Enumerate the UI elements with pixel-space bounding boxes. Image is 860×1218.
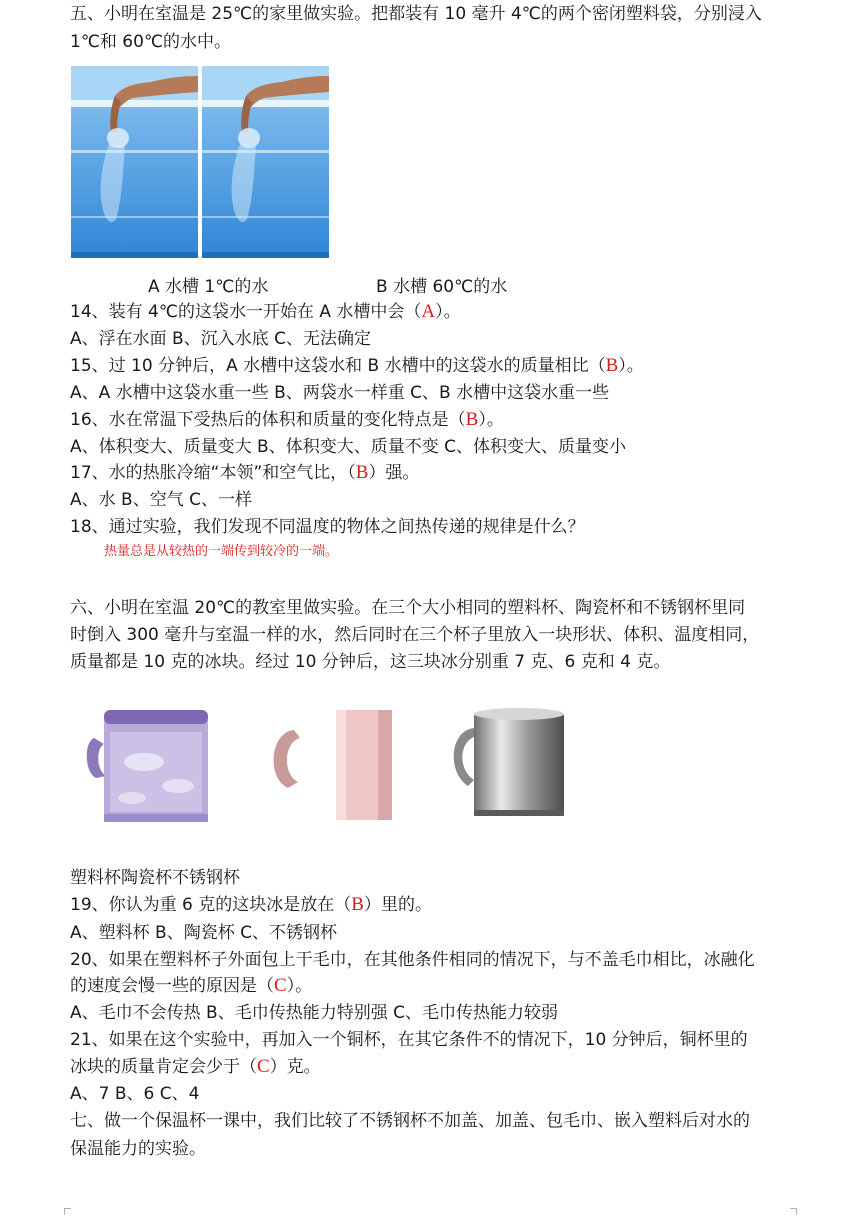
water-tank-photo-b	[202, 66, 329, 258]
section5-intro-line1: 五、小明在室温是 25℃的家里做实验。把都装有 10 毫升 4℃的两个密闭塑料袋，分别浸入	[70, 4, 762, 24]
question-20-text: 的速度会慢一些的原因是（	[70, 976, 274, 996]
question-20-line2	[70, 974, 312, 998]
question-21-answer: C	[257, 1056, 270, 1077]
question-16-options: A、体积变大、质量变大 B、体积变大、质量不变 C、体积变大、质量变小	[70, 437, 626, 457]
question-18-text: 18、通过实验，我们发现不同温度的物体之间热传递的规律是什么？	[70, 517, 585, 537]
question-21-text: 冰块的质量肯定会少于（	[70, 1057, 257, 1077]
plastic-cup-image	[86, 702, 212, 824]
question-21-line2	[70, 1055, 321, 1079]
question-15	[70, 354, 644, 378]
question-17-end: ）强。	[368, 463, 420, 483]
caption-tank-a: A 水槽 1℃的水	[148, 277, 269, 297]
section6-intro-line3: 质量都是 10 克的冰块。经过 10 分钟后，这三块冰分别重 7 克、6 克和 4 克。	[70, 652, 671, 672]
question-20-end: ）。	[286, 976, 313, 996]
cup-labels: 塑料杯陶瓷杯不锈钢杯	[70, 868, 240, 888]
question-14	[70, 300, 461, 324]
question-19-options: A、塑料杯 B、陶瓷杯 C、不锈钢杯	[70, 923, 337, 943]
section7-line2: 保温能力的实验。	[70, 1139, 206, 1159]
question-21-options: A、7 B、6 C、4	[70, 1084, 200, 1104]
section5-intro-line2: 1℃和 60℃的水中。	[70, 32, 232, 52]
section6-intro-line2: 时倒入 300 毫升与室温一样的水，然后同时在三个杯子里放入一块形状、体积、温度相同，	[70, 625, 760, 645]
question-21-line1: 21、如果在这个实验中，再加入一个铜杯，在其它条件不的情况下，10 分钟后，铜杯里的	[70, 1030, 748, 1050]
question-19-end: ）里的。	[363, 895, 432, 915]
question-18-answer: 热量总是从较热的一端传到较冷的一端。	[104, 544, 339, 559]
question-17-text: 17、水的热胀冷缩“本领”和空气比，（	[70, 463, 356, 483]
page-corner-mark-left	[64, 1208, 71, 1215]
question-16-answer: B	[465, 409, 479, 430]
question-14-text: 14、装有 4℃的这袋水一开始在 A 水槽中会（	[70, 302, 422, 322]
question-15-end: ）。	[618, 356, 644, 376]
page-corner-mark-right	[790, 1208, 797, 1215]
question-17-options: A、水 B、空气 C、一样	[70, 490, 252, 510]
question-20-line1: 20、如果在塑料杯子外面包上干毛巾，在其他条件相同的情况下，与不盖毛巾相比，冰融化	[70, 950, 755, 970]
question-15-options: A、A 水槽中这袋水重一些 B、两袋水一样重 C、B 水槽中这袋水重一些	[70, 383, 610, 403]
question-16	[70, 408, 504, 432]
question-17-answer: B	[355, 462, 369, 483]
question-14-end: ）。	[435, 302, 461, 322]
question-14-answer: A	[421, 301, 436, 322]
question-16-text: 16、水在常温下受热后的体积和质量的变化特点是（	[70, 410, 466, 430]
question-16-end: ）。	[478, 410, 504, 430]
stainless-steel-cup-image	[446, 702, 570, 820]
caption-tank-b: B 水槽 60℃的水	[376, 277, 508, 297]
question-21-end: ）克。	[269, 1057, 321, 1077]
ceramic-cup-image	[268, 708, 393, 822]
question-17	[70, 461, 419, 485]
question-19-text: 19、你认为重 6 克的这块冰是放在（	[70, 895, 352, 915]
section6-intro-line1: 六、小明在室温 20℃的教室里做实验。在三个大小相同的塑料杯、陶瓷杯和不锈钢杯里同	[70, 598, 746, 618]
question-15-answer: B	[605, 355, 619, 376]
question-20-answer: C	[274, 975, 287, 996]
question-19-answer: B	[351, 894, 364, 915]
question-19	[70, 893, 432, 917]
question-20-options: A、毛巾不会传热 B、毛巾传热能力特别强 C、毛巾传热能力较弱	[70, 1003, 558, 1023]
section7-line1: 七、做一个保温杯一课中，我们比较了不锈钢杯不加盖、加盖、包毛巾、嵌入塑料后对水的	[70, 1111, 750, 1131]
question-15-text: 15、过 10 分钟后，A 水槽中这袋水和 B 水槽中的这袋水的质量相比（	[70, 356, 606, 376]
question-14-options: A、浮在水面 B、沉入水底 C、无法确定	[70, 329, 371, 349]
water-tank-photo-a	[71, 66, 198, 258]
